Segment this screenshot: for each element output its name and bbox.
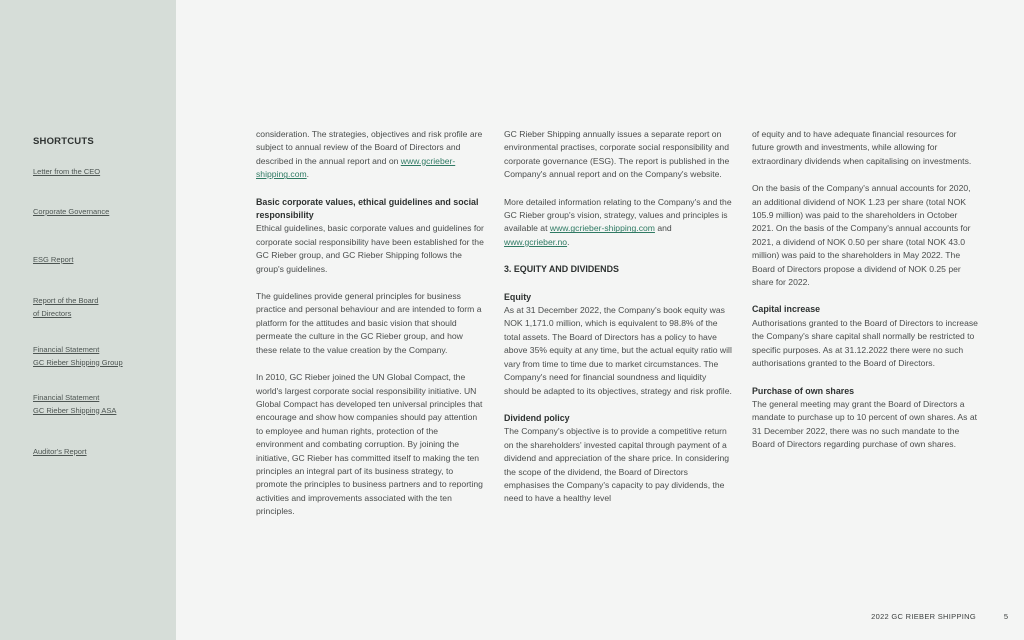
website-link-group[interactable]: www.gcrieber.no bbox=[504, 236, 568, 247]
shortcut-auditors-report[interactable] bbox=[33, 446, 87, 459]
text-column-2 bbox=[504, 128, 732, 520]
paragraph: On the basis of the Company's annual accounts for 2020, an additional dividend of NOK 1.23 per share (total NOK 105.9 million) was paid to the shareholders in October 2021. On the basis of the Company's annual accounts for 2021, a dividend of NOK 0.50 per share (total NOK 43.0 million) was paid to the shareholders in May 2022. The Board of Directors propose a dividend of NOK 0.25 per share for 2022. bbox=[752, 183, 971, 288]
paragraph: More detailed information relating to the Company's and the GC Rieber group's vision, strategy, values and principles is available at www.gcrieber-shipping.com and www.gcrieber.no. bbox=[504, 196, 732, 247]
shortcuts-title: SHORTCUTS bbox=[33, 136, 94, 147]
paragraph: The Company's objective is to provide a competitive return on the shareholders' invested capital through payment of a dividend and appreciation of the share price. In considering the scope of the dividend, the Board of Directors emphasises the Company's capacity to pay dividends, the need to have a healthy level bbox=[504, 426, 730, 504]
paragraph: consideration. The strategies, objectives and risk profile are subject to annual review of the Board of Directors and described in the annual report and on www.gcrieber-shipping.com. bbox=[256, 129, 483, 180]
website-link[interactable]: www.gcrieber-shipping.com bbox=[256, 155, 456, 180]
shortcut-label: Report of the Board bbox=[33, 296, 99, 305]
shortcut-label: Letter from the CEO bbox=[33, 167, 101, 176]
footer-report-title: 2022 GC RIEBER SHIPPING bbox=[871, 612, 976, 621]
heading-equity: Equity bbox=[504, 291, 532, 302]
shortcuts-sidebar bbox=[0, 0, 176, 640]
shortcut-financial-statement-asa[interactable] bbox=[33, 392, 116, 417]
shortcut-corporate-governance[interactable] bbox=[33, 206, 109, 219]
heading-corporate-values: Basic corporate values, ethical guidelines and social responsibility bbox=[256, 196, 479, 221]
shortcut-label-line2: of Directors bbox=[33, 308, 72, 318]
paragraph: The general meeting may grant the Board of Directors a mandate to purchase up to 10 percent of own shares. As at 31 December 2022, there was no such mandate to the Board of Directors regarding purchase of own shares. bbox=[752, 398, 978, 450]
shortcut-esg-report[interactable] bbox=[33, 254, 73, 267]
paragraph: Ethical guidelines, basic corporate values and guidelines for corporate social responsibility have been established for the GC Rieber group, and GC Rieber Shipping follows the group's guidelines. bbox=[256, 223, 484, 274]
text-column-1 bbox=[256, 128, 484, 533]
website-link[interactable]: www.gcrieber-shipping.com bbox=[549, 223, 655, 234]
page-number: 5 bbox=[1003, 612, 1008, 621]
shortcut-letter-from-ceo[interactable] bbox=[33, 166, 100, 179]
paragraph: The guidelines provide general principles for business practice and personal behaviour and are intended to form a platform for the attitudes and basic vision that should permeate the culture in the GC Rieber group, and how these relate to the value creation by the Company. bbox=[256, 291, 482, 355]
paragraph: In 2010, GC Rieber joined the UN Global Compact, the world's largest corporate social responsibility initiative. UN Global Compact has developed ten universal principles that encourage and show how companies should pay attention to employee and human rights, protection of the environment and combating corruption. By joining the initiative, GC Rieber has committed itself to making the ten principles an integral part of its business strategy, to promote the principles to business partners and to reporting activities and improvements associated with the ten principles. bbox=[256, 372, 483, 517]
paragraph: GC Rieber Shipping annually issues a separate report on environmental practises, corporate social responsibility and corporate governance (ESG). The report is published in the Company's annual report and on the Company's website. bbox=[504, 129, 730, 180]
paragraph: As at 31 December 2022, the Company's book equity was NOK 1,171.0 million, which is equivalent to 98.8% of the total assets. The Board of Directors has a policy to have above 35% equity at any time, but the actual equity ratio will vary from time to time due to market circumstances. The Company's need for financial soundness and liquidity should be adapted to its objectives, strategy and risk profile. bbox=[504, 305, 732, 396]
paragraph: of equity and to have adequate financial resources for future growth and investments, while allowing for extraordinary dividends when capitalising on investments. bbox=[752, 129, 972, 166]
shortcut-label-line2: GC Rieber Shipping ASA bbox=[33, 405, 117, 415]
section-heading-equity-dividends: 3. EQUITY AND DIVIDENDS bbox=[504, 264, 619, 275]
shortcut-label: ESG Report bbox=[33, 255, 74, 264]
heading-purchase-own-shares: Purchase of own shares bbox=[752, 385, 855, 396]
heading-capital-increase: Capital increase bbox=[752, 304, 821, 315]
shortcut-label: Corporate Governance bbox=[33, 207, 110, 216]
heading-dividend-policy: Dividend policy bbox=[504, 412, 570, 423]
shortcut-label-line2: GC Rieber Shipping Group bbox=[33, 357, 123, 367]
paragraph: Authorisations granted to the Board of Directors to increase the Company's share capital shall normally be restricted to specific purposes. As at 31.12.2022 there were no such authorisations granted to the Board of Directors. bbox=[752, 317, 978, 369]
shortcut-label: Auditor's Report bbox=[33, 447, 87, 456]
shortcut-financial-statement-group[interactable] bbox=[33, 344, 123, 369]
shortcut-label: Financial Statement bbox=[33, 345, 100, 354]
shortcut-report-of-the-board[interactable] bbox=[33, 295, 98, 320]
shortcut-label: Financial Statement bbox=[33, 393, 100, 402]
text-column-3 bbox=[752, 128, 980, 466]
